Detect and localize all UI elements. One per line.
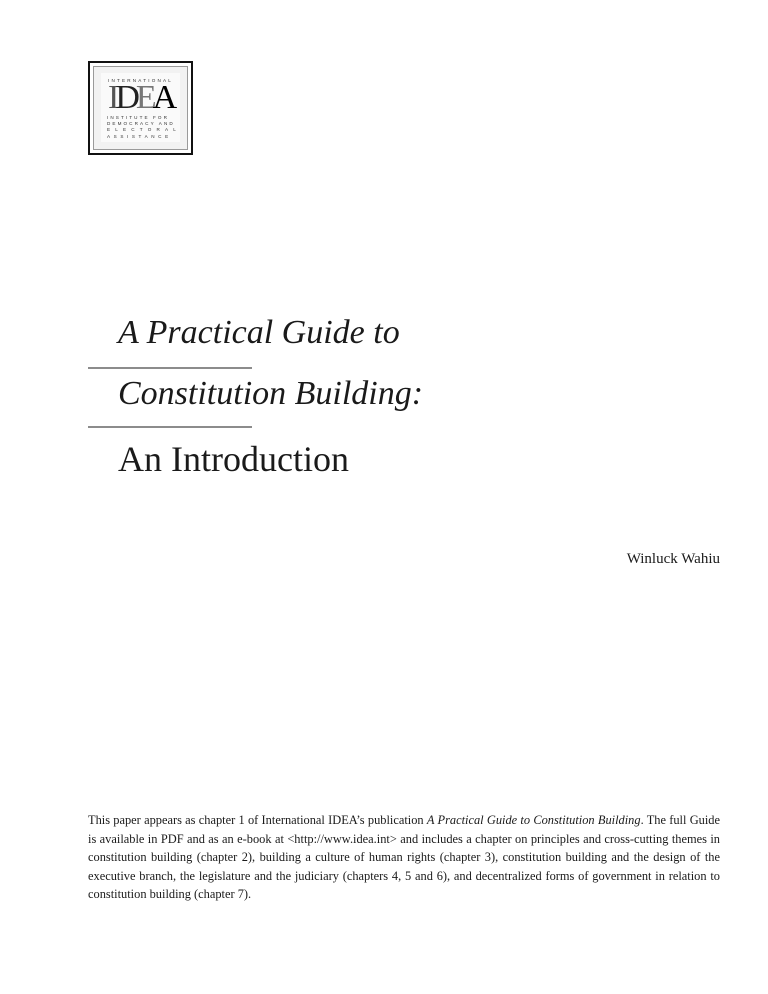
- logo-letter-e: E: [135, 79, 153, 116]
- title-line-2: Constitution Building:: [118, 375, 424, 412]
- logo-panel: [101, 73, 180, 142]
- note-text-1: This paper appears as chapter 1 of International IDEA’s publication: [88, 813, 427, 828]
- logo-line-3: ELECTORAL: [107, 127, 182, 133]
- publication-note: [88, 811, 720, 903]
- logo-letter-a: A: [152, 79, 174, 116]
- note-text-2: . The full Guide is available in PDF and as an e-book at <http://www.idea.int> and includes a chapter on principles and cross-cutting themes in constitution building (chapter 2), building a culture of human rights (chapter 3), constitution building and the design of the executive branch, the legislature and the judiciary (chapters 4, 5 and 6), and decentralized forms of government in relation to constitution building (chapter 7).: [88, 813, 720, 902]
- title-divider-2: [88, 426, 252, 428]
- logo-bottom-text: [107, 115, 182, 140]
- logo-line-1: INSTITUTE FOR: [107, 115, 170, 120]
- logo-inner-border: [93, 66, 188, 150]
- logo-letter-i: I: [108, 79, 116, 116]
- author-name: Winluck Wahiu: [626, 551, 720, 567]
- logo-line-2: DEMOCRACY AND: [107, 121, 175, 127]
- logo-letter-d: D: [115, 79, 136, 116]
- subtitle: An Introduction: [118, 439, 349, 479]
- logo-line-4: ASSISTANCE: [107, 133, 172, 139]
- logo-top-text: INTERNATIONAL: [107, 78, 173, 83]
- note-book-title: A Practical Guide to Constitution Building: [426, 813, 641, 828]
- title-divider-1: [88, 367, 252, 369]
- title-line-1: A Practical Guide to: [118, 314, 400, 351]
- idea-logo: [88, 61, 193, 155]
